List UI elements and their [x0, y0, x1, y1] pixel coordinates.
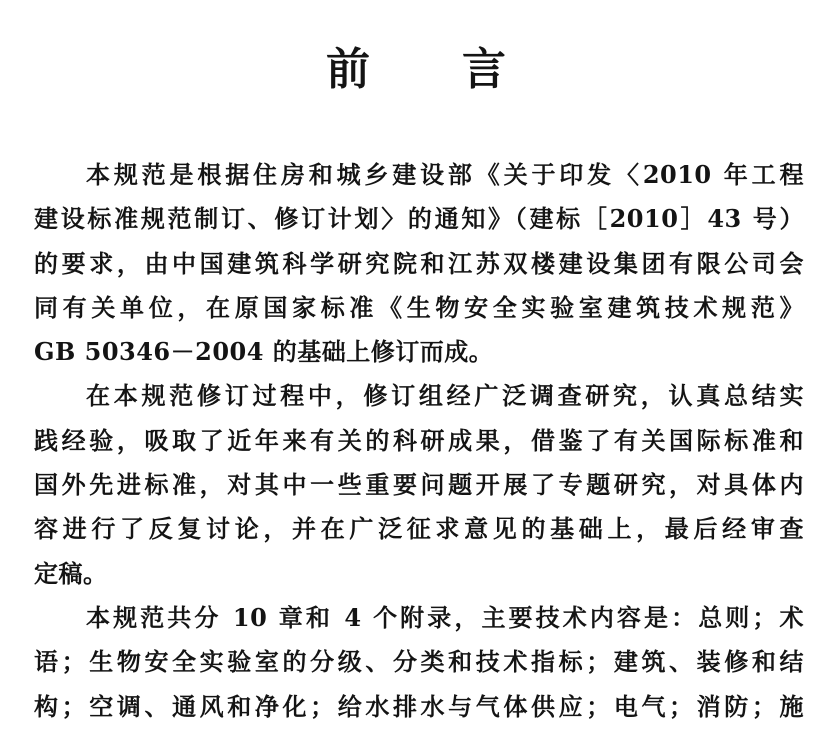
paragraph-1-line-4: 同有关单位，在原国家标准《生物安全实验室建筑技术规范》 [34, 292, 804, 322]
paragraph-3-line-2: 语；生物安全实验室的分级、分类和技术指标；建筑、装修和结 [34, 647, 804, 677]
paragraph-3-line-1: 本规范共分 10 章和 4 个附录，主要技术内容是：总则；术 [86, 602, 804, 632]
paragraph-1-line-1: 本规范是根据住房和城乡建设部《关于印发〈2010 年工程 [86, 160, 804, 189]
title-char-2: 言 [462, 44, 506, 95]
paragraph-1-line-3: 的要求，由中国建筑科学研究院和江苏双楼建设集团有限公司会 [34, 248, 804, 278]
paragraph-1-line-5: GB 50346－2004 的基础上修订而成。 [34, 337, 494, 367]
paragraph-2-line-3: 国外先进标准，对其中一些重要问题开展了专题研究，对具体内 [34, 470, 804, 500]
paragraph-2-line-1: 在本规范修订过程中，修订组经广泛调查研究，认真总结实 [86, 381, 804, 411]
title-char-1: 前 [326, 44, 370, 95]
paragraph-2-line-4: 容进行了反复讨论，并在广泛征求意见的基础上，最后经审查 [34, 514, 804, 544]
paragraph-2-line-2: 践经验，吸取了近年来有关的科研成果，借鉴了有关国际标准和 [34, 425, 804, 455]
paragraph-3-line-3: 构；空调、通风和净化；给水排水与气体供应；电气；消防；施 [34, 691, 804, 721]
page-title [0, 40, 832, 100]
paragraph-1-line-2: 建设标准规范制订、修订计划〉的通知》（建标［2010］43 号） [34, 204, 804, 234]
paragraph-2-line-5: 定稿。 [34, 558, 108, 588]
preface-body [34, 153, 804, 729]
